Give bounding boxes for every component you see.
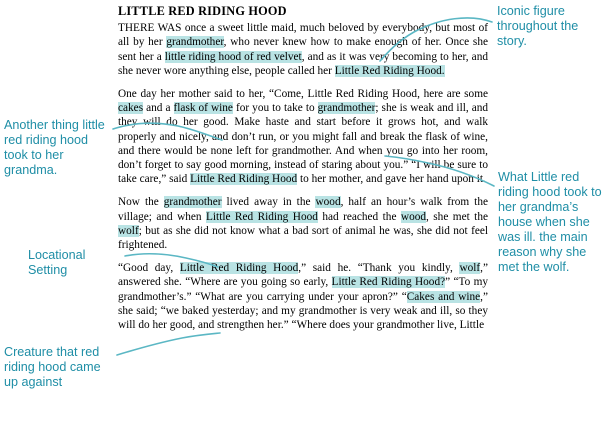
paragraph-2: [118, 87, 488, 186]
highlight-little-red-riding-hood: Little Red Riding Hood?: [331, 276, 446, 289]
annotation-middle-left: Another thing little red riding hood took to her grandma.: [4, 118, 105, 177]
highlight-cakes: cakes: [118, 102, 144, 115]
text-run: One day her mother said to her, “Come, Little Red Riding Hood, here are some: [118, 88, 488, 101]
text-run: had reached the: [317, 210, 401, 223]
text-run: , she met the: [426, 210, 488, 223]
text-run: for you to take to: [232, 102, 318, 115]
annotation-locational-setting: Locational Setting: [28, 248, 86, 277]
highlight-little-red-riding-hood: Little Red Riding Hood: [206, 210, 318, 223]
text-run: Now the: [118, 196, 164, 209]
text-run: , and as it was very becoming to her, and she never wore anything else, people called her: [118, 50, 488, 77]
text-run: THERE WAS: [118, 22, 182, 35]
highlight-grandmother: grandmother: [166, 36, 224, 49]
annotation-center-right: What Little red riding hood took to her grandma’s house when she was ill. the main reason why she met the wolf.: [498, 170, 602, 274]
text-run: , who never knew how to make enough of her. Once she sent her a: [118, 36, 488, 63]
annotation-top-right: Iconic figure throughout the story.: [497, 4, 579, 48]
highlight-cakes-and-wine: Cakes and wine: [406, 290, 481, 303]
text-run: lived away in the: [221, 196, 316, 209]
text-run: once a sweet little maid, much beloved by everybody, but most of all by her: [118, 22, 488, 49]
paragraph-4: [118, 261, 488, 332]
highlight-grandmother: grandmother: [163, 196, 222, 209]
highlight-flask-of-wine: flask of wine: [173, 102, 233, 115]
text-run: ; she is weak and ill, and they will do her good. Make haste and start before it grows hot, and walk properly and nicely, and don’t run, or you might fall and break the flask of wine, and there would be none left for grandmother. And when you go into her room, don’t forget to say good morning, instead of staring about you.” “I will be sure to take care,” said: [118, 102, 489, 186]
text-run: ,” answered she. “Where are you going so early,: [118, 262, 489, 289]
paragraph-3: [118, 195, 488, 252]
paragraph-1: [118, 21, 488, 78]
highlight-little-red-riding-hood: Little Red Riding Hood: [190, 173, 298, 186]
annotation-bottom-left: Creature that red riding hood came up against: [4, 345, 101, 389]
highlight-wood: wood: [400, 210, 427, 223]
text-run: and a: [143, 102, 174, 115]
text-run: ; but as she did not know what a bad sort of animal he was, she did not feel frightened.: [118, 224, 488, 252]
highlight-grandmother: grandmother: [317, 102, 376, 115]
text-run: ,” said he. “Thank you kindly,: [298, 262, 460, 275]
text-run: to her mother, and gave her hand upon it.: [297, 173, 486, 186]
highlight-little-red-riding-hood: Little Red Riding Hood.: [334, 64, 445, 77]
highlight-wolf: wolf: [118, 224, 139, 237]
document-title: LITTLE RED RIDING HOOD: [118, 4, 287, 18]
highlight-wood: wood: [315, 196, 341, 209]
text-run: ” “To my grandmother’s.” “What are you carrying under your apron?” “: [118, 276, 489, 303]
text-run: “Good day,: [118, 262, 180, 275]
text-run: ,” she said; “we baked yesterday; and my grandmother is very weak and ill, so they will do her good, and strengthen her.” “Where does your grandmother live, Little: [118, 290, 488, 332]
document-body: [118, 4, 488, 341]
highlight-little-red-riding-hood: Little Red Riding Hood: [179, 262, 299, 275]
highlight-red-velvet-hood: little riding hood of red velvet: [164, 50, 302, 63]
highlight-wolf: wolf: [459, 262, 481, 275]
text-run: , half an hour’s walk from the village; and when: [118, 196, 488, 223]
